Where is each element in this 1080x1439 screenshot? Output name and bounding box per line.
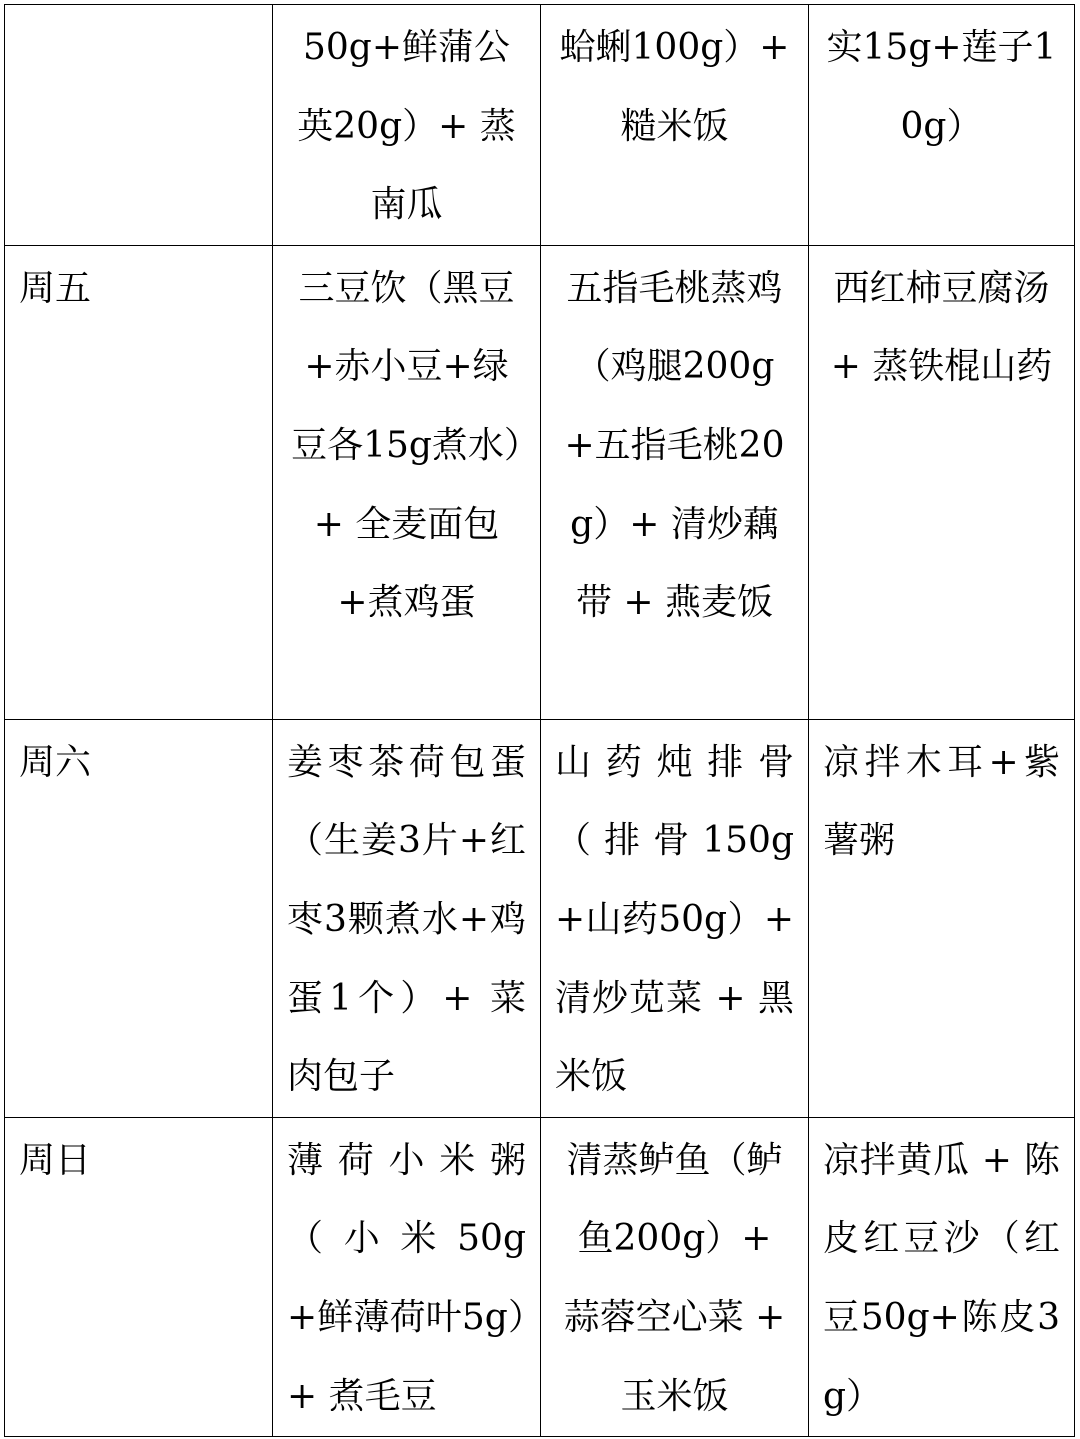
day-cell (5, 245, 273, 719)
table-row (5, 1117, 1075, 1436)
lunch-cell (541, 1117, 809, 1436)
lunch-text: 山药炖排骨（排骨150g+山药50g）+ 清炒苋菜 + 黑米饭 (555, 741, 794, 1098)
day-cell (5, 5, 273, 246)
dinner-text: 实15g+莲子10g） (826, 27, 1057, 147)
lunch-cell (541, 245, 809, 719)
dinner-text: 凉拌木耳+紫薯粥 (823, 741, 1060, 862)
breakfast-cell (273, 719, 541, 1117)
breakfast-cell (273, 5, 541, 246)
table-row (5, 5, 1075, 246)
breakfast-text: 50g+鲜蒲公英20g）+ 蒸南瓜 (297, 27, 516, 226)
dinner-cell (809, 245, 1075, 719)
lunch-text: 蛤蜊100g）+ 糙米饭 (559, 27, 790, 147)
breakfast-cell (273, 1117, 541, 1436)
lunch-text: 五指毛桃蒸鸡（鸡腿200g+五指毛桃20g）+ 清炒藕带 + 燕麦饭 (564, 267, 785, 624)
breakfast-text: 姜枣茶荷包蛋（生姜3片+红枣3颗煮水+鸡蛋1个）+ 菜肉包子 (287, 741, 526, 1098)
day-label: 周五 (19, 267, 92, 309)
table-row (5, 719, 1075, 1117)
day-cell (5, 719, 273, 1117)
meal-plan-sheet (4, 4, 1074, 1426)
dinner-cell (809, 1117, 1075, 1436)
lunch-cell (541, 719, 809, 1117)
dinner-text: 西红柿豆腐汤 + 蒸铁棍山药 (830, 267, 1053, 388)
lunch-cell (541, 5, 809, 246)
dinner-text: 凉拌黄瓜 + 陈皮红豆沙（红豆50g+陈皮3g） (823, 1139, 1060, 1417)
day-label: 周六 (19, 741, 92, 783)
day-label: 周日 (19, 1139, 92, 1181)
dinner-cell (809, 5, 1075, 246)
breakfast-text: 三豆饮（黑豆+赤小豆+绿豆各15g煮水）+ 全麦面包+煮鸡蛋 (291, 267, 522, 624)
weekly-meal-table (4, 4, 1075, 1437)
lunch-text: 清蒸鲈鱼（鲈鱼200g）+ 蒜蓉空心菜 + 玉米饭 (563, 1139, 786, 1417)
breakfast-cell (273, 245, 541, 719)
table-row (5, 245, 1075, 719)
dinner-cell (809, 719, 1075, 1117)
breakfast-text: 薄荷小米粥（小米50g+鲜薄荷叶5g）+ 煮毛豆 (287, 1139, 526, 1417)
day-cell (5, 1117, 273, 1436)
